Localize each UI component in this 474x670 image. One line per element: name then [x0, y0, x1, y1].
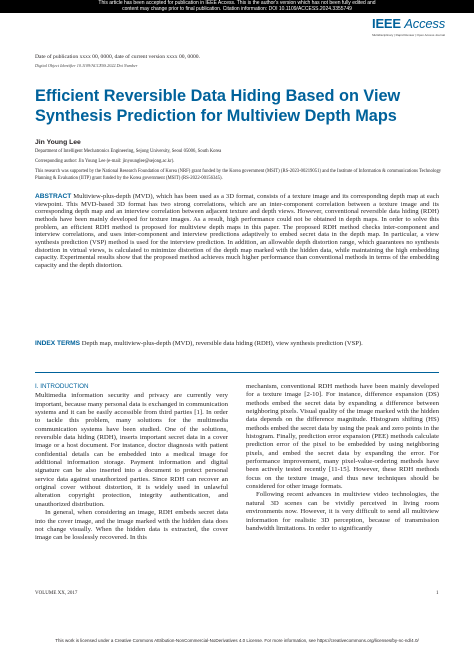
- paper-title: Efficient Reversible Data Hiding Based on View Synthesis Prediction for Multiview Depth Maps: [35, 87, 401, 125]
- paragraph: Following recent advances in multiview video technologies, the natural 3D scenes can be vividly perceived in living room environments now. However, it is very difficult to send all multiview information for realistic 3D perception, because of transmission bandwidth limitations. In order to significantly: [246, 491, 439, 532]
- author-name: Jin Young Lee: [35, 139, 81, 146]
- publication-date: Date of publication xxxx 00, 0000, date of current version xxxx 00, 0000.: [35, 54, 200, 60]
- funding-statement: This research was supported by the National Research Foundation of Korea (NRF) grant funded by the Korea government (MSIT) (RS-2023-00219051) and the Institute of Information & communications Technology Planning & Evaluation (IITP) grant funded by the Korea government (MSIT) (RS-2022-00156345).: [35, 169, 442, 181]
- body-column-right: [246, 383, 439, 533]
- banner-line-1: This article has been accepted for publication in IEEE Access. This is the author's version which has not been fully edited and: [98, 0, 376, 6]
- license-footer: This work is licensed under a Creative Commons Attribution-NonCommercial-NoDerivatives 4.0 License. For more information, see https://creativecommons.org/licenses/by-nc-nd/4.0/: [55, 638, 419, 643]
- logo-access: Access: [404, 16, 445, 31]
- section-divider: [35, 372, 439, 373]
- paragraph: mechanism, conventional RDH methods have been mainly developed for a texture image [2-10]. For instance, difference expansion (DS) methods embed the secret data by expanding a difference between neighboring pixels. Visual quality of the image marked with the hidden data depends on the difference magnitude. Histogram shifting (HS) methods embed the secret data by using the peak and zero points in the histogram. Finally, prediction error expansion (PEE) methods calculate prediction error of the pixel to be embedded by using neighboring pixels, and embed the secret data by expanding the error. For performance improvement, many pixel-value-ordering methods have been actively tested recently [11-15]. However, these RDH methods focus on the texture image, and thus new techniques should be considered for other image formats.: [246, 383, 439, 491]
- abstract-text: Multiview-plus-depth (MVD), which has been used as a 3D format, consists of a texture image and its corresponding depth map at each viewpoint. This MVD-based 3D format has two strong correlations, which are an inter-component correlation between a texture image and its corresponding depth map and an interview correlation between adjacent texture and depth views. However, conventional reversible data hiding (RDH) methods have been mainly developed for texture images. As a result, high performance could not be obtained in depth maps. In order to solve this problem, an efficient RDH method is proposed for multiview depth maps in this paper. The proposed RDH method checks inter-component and interview correlations, and uses inter-component and interview predictions adaptively to embed secret data in the depth map. In particular, a view synthesis prediction (VSP) method is used for the interview prediction. In addition, an allowable depth distortion range, which guarantees no synthesis distortion in virtual views, is calculated to minimize distortion of the depth map marked with the hidden data, while maintaining the high embedding capacity. Experimental results show that the proposed method achieves much higher performance than conventional methods in terms of the embedding capacity and the depth distortion.: [35, 193, 439, 269]
- banner-line-2: content may change prior to final publication. Citation information: DOI 10.1109/ACCESS.2024.3355749: [122, 6, 352, 12]
- author-affiliation: Department of Intelligent Mechatronics Engineering, Sejong University, Seoul 05006, South Korea: [35, 149, 222, 154]
- section-heading: I. INTRODUCTION: [35, 383, 89, 390]
- index-terms-block: [35, 340, 439, 348]
- volume-footer: VOLUME XX, 2017: [35, 591, 78, 596]
- logo-brand: IEEE: [372, 16, 401, 31]
- journal-tagline: Multidisciplinary | Rapid Review | Open Access Journal: [372, 33, 445, 37]
- acceptance-banner: [0, 0, 474, 13]
- abstract-label: ABSTRACT: [35, 193, 72, 200]
- index-terms-label: INDEX TERMS: [35, 340, 81, 347]
- paragraph: Multimedia information security and privacy are currently very important, because many personal data is exchanged in communication systems and it can be easily accessible from third parties [1]. In order to tackle this problem, many solutions for the multimedia communication systems have been studied. One of the solutions, reversible data hiding (RDH), inserts important secret data in a cover image or a host document. For instance, doctor diagnosis with patient confidential details can be embedded into a medical image for additional information storage. Payment information and digital signature can be also inserted into a document to protect personal service data against unauthorized parties. Since RDH can recover an original cover without distortion, it is widely used in unlawful alteration copyright protection, integrity authentication, and unauthorized distribution.: [35, 392, 228, 508]
- ieee-access-logo: [372, 16, 445, 31]
- doi-line: Digital Object Identifier 10.1109/ACCESS.2022.Doi Number: [35, 63, 138, 68]
- page-number: 1: [436, 591, 439, 596]
- paragraph: In general, when considering an image, RDH embeds secret data into the cover image, and the image marked with the hidden data does not change visually. When the hidden data is extracted, the cover image can be losslessly recovered. In this: [35, 509, 228, 542]
- body-column-left: [35, 383, 228, 543]
- index-terms-text: Depth map, multiview-plus-depth (MVD), reversible data hiding (RDH), view synthesis prediction (VSP).: [81, 340, 363, 347]
- abstract-block: [35, 193, 439, 270]
- corresponding-author: Corresponding author: Jin Young Lee (e-mail: jinyounglee@sejong.ac.kr).: [35, 159, 175, 164]
